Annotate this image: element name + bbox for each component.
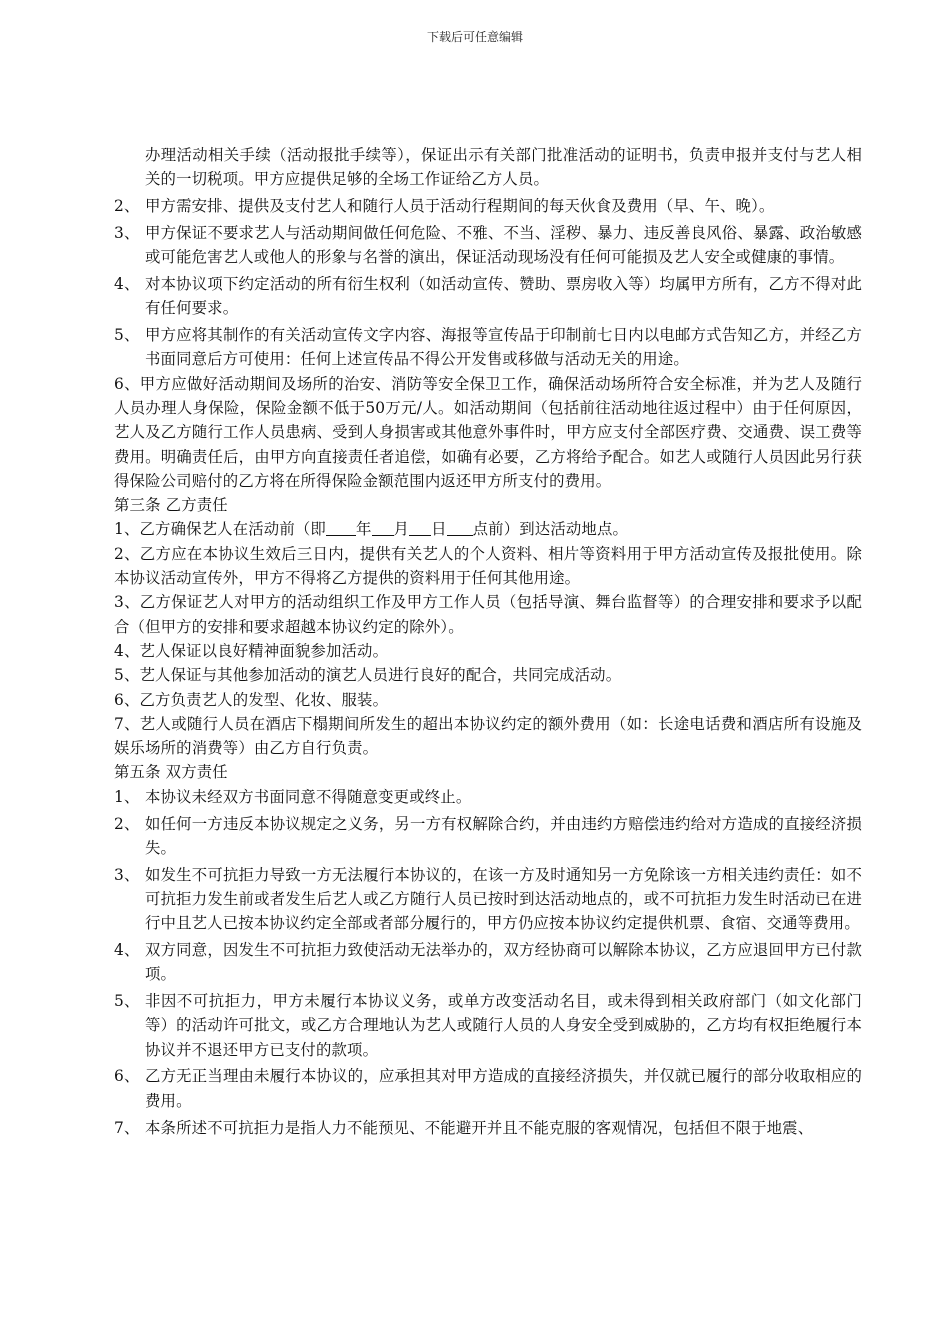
- paragraph: 6、甲方应做好活动期间及场所的治安、消防等安全保卫工作，确保活动场所符合安全标准，并为艺人及随行人员办理人身保险，保险金额不低于50万元/人。如活动期间（包括前往活动地往返过程中）由于任何原因，艺人及乙方随行工作人员患病、受到人身损害或其他意外事件时，甲方应支付全部医疗费、交通费、误工费等费用。明确责任后，由甲方向直接责任者追偿，如确有必要，乙方将给予配合。如艺人或随行人员因此另行获得保险公司赔付的乙方将在所得保险金额范围内返还甲方所支付的费用。: [114, 374, 862, 490]
- list-text: 对本协议项下约定活动的所有衍生权利（如活动宣传、赞助、票房收入等）均属甲方所有，乙方不得对此有任何要求。: [145, 274, 862, 318]
- list-item: [114, 194, 862, 218]
- document-body: [114, 143, 862, 1140]
- list-number: 3、: [114, 865, 140, 884]
- list-text: 本条所述不可抗拒力是指人力不能预见、不能避开并且不能克服的客观情况，包括但不限于地震、: [145, 1118, 814, 1137]
- list-number: 6、: [114, 1067, 140, 1086]
- section-title: 第三条 乙方责任: [114, 496, 228, 515]
- list-number: 5、: [114, 326, 140, 345]
- list-text: 如任何一方违反本协议规定之义务，另一方有权解除合约，并由违约方赔偿违约给对方造成的直接经济损失。: [145, 814, 862, 857]
- paragraph: 3、乙方保证艺人对甲方的活动组织工作及甲方工作人员（包括导演、舞台监督等）的合理安排和要求予以配合（但甲方的安排和要求超越本协议约定的除外）。: [114, 593, 862, 636]
- list-item: [114, 1116, 862, 1140]
- list-number: 4、: [114, 274, 140, 293]
- list-number: 1、: [114, 787, 140, 806]
- paragraph: 5、艺人保证与其他参加活动的演艺人员进行良好的配合，共同完成活动。: [114, 666, 622, 685]
- list-item: [114, 272, 862, 321]
- list-text: 甲方应将其制作的有关活动宣传文字内容、海报等宣传品于印制前七日内以电邮方式告知乙方，并经乙方书面同意后方可使用：任何上述宣传品不得公开发售或移做与活动无关的用途。: [145, 326, 862, 369]
- list-item: [114, 323, 862, 372]
- list-item: [114, 812, 862, 861]
- date-blank: [409, 521, 431, 536]
- paragraph: 2、乙方应在本协议生效后三日内，提供有关艺人的个人资料、相片等资料用于甲方活动宣传及报批使用。除本协议活动宣传外，甲方不得将乙方提供的资料用于任何其他用途。: [114, 544, 862, 588]
- list-item: [114, 938, 862, 987]
- date-blank: [447, 521, 473, 536]
- list-number: 7、: [114, 1118, 140, 1137]
- list-text: 本协议未经双方书面同意不得随意变更或终止。: [145, 787, 472, 806]
- list-item: [114, 221, 862, 270]
- list-item: [114, 989, 862, 1062]
- page-header: 下载后可任意编辑: [426, 30, 523, 44]
- section-title: 第五条 双方责任: [114, 763, 228, 782]
- list-number: 2、: [114, 814, 140, 833]
- list-text: 双方同意，因发生不可抗拒力致使活动无法举办的，双方经协商可以解除本协议，乙方应退回甲方已付款项。: [145, 941, 862, 984]
- paragraph-continuation: 办理活动相关手续（活动报批手续等），保证出示有关部门批准活动的证明书，负责申报并支付与艺人相关的一切税项。甲方应提供足够的全场工作证给乙方人员。: [145, 146, 862, 189]
- list-number: 2、: [114, 197, 140, 216]
- list-text: 非因不可抗拒力，甲方未履行本协议义务，或单方改变活动名目，或未得到相关政府部门（如文化部门等）的活动许可批文，或乙方合理地认为艺人或随行人员的人身安全受到威胁的，乙方均有权拒绝履行本协议并不退还甲方已支付的款项。: [145, 992, 862, 1059]
- list-text: 如发生不可抗拒力导致一方无法履行本协议的，在该一方及时通知另一方免除该一方相关违约责任：如不可抗拒力发生前或者发生后艺人或乙方随行人员已按时到达活动地点的，或不可抗拒力发生时活动已在进行中且艺人已按本协议约定全部或者部分履行的，甲方仍应按本协议约定提供机票、食宿、交通等费用。: [145, 865, 862, 933]
- paragraph: 7、艺人或随行人员在酒店下榻期间所发生的超出本协议约定的额外费用（如：长途电话费和酒店所有设施及娱乐场所的消费等）由乙方自行负责。: [114, 714, 862, 758]
- list-number: 5、: [114, 992, 140, 1011]
- paragraph: 6、乙方负责艺人的发型、化妆、服装。: [114, 690, 389, 709]
- list-item: [114, 785, 862, 809]
- list-text: 甲方保证不要求艺人与活动期间做任何危险、不雅、不当、淫秽、暴力、违反善良风俗、暴露、政治敏感或可能危害艺人或他人的形象与名誉的演出，保证活动现场没有任何可能损及艺人安全或健康的事情。: [145, 223, 862, 267]
- list-number: 4、: [114, 941, 140, 959]
- list-text: 甲方需安排、提供及支付艺人和随行人员于活动行程期间的每天伙食及费用（早、午、晚）。: [145, 197, 775, 216]
- paragraph: 1、乙方确保艺人在活动前（即 年 月 日 点前）到达活动地点。: [114, 520, 629, 539]
- date-blank: [326, 521, 356, 536]
- list-item: [114, 1064, 862, 1113]
- date-blank: [372, 521, 394, 536]
- paragraph: 4、艺人保证以良好精神面貌参加活动。: [114, 641, 389, 660]
- list-number: 3、: [114, 223, 140, 242]
- list-text: 乙方无正当理由未履行本协议的，应承担其对甲方造成的直接经济损失，并仅就已履行的部分收取相应的费用。: [145, 1067, 862, 1110]
- list-item: [114, 863, 862, 936]
